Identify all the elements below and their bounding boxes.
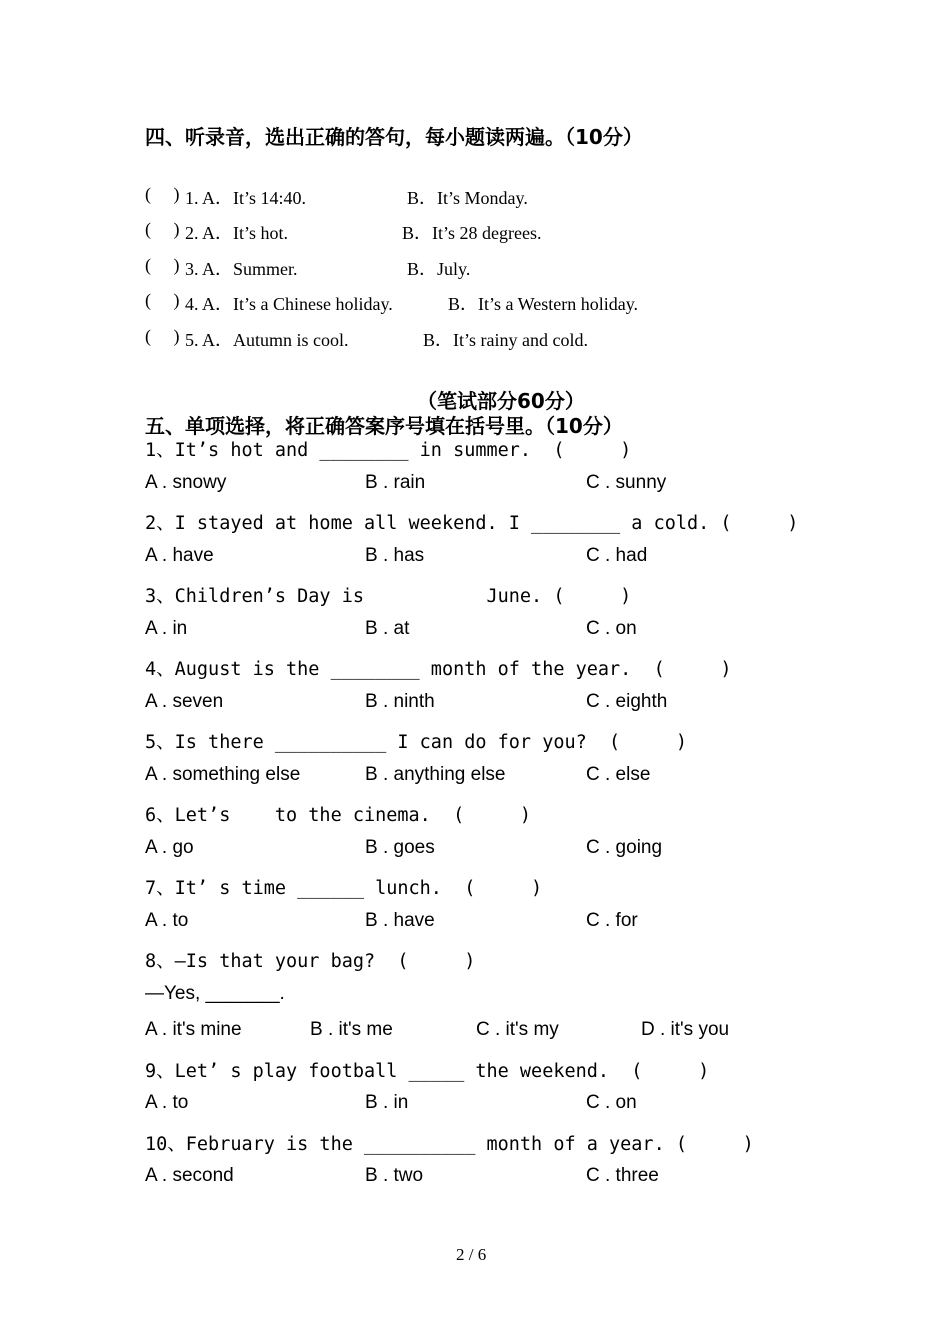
question-3-option-b: B . at — [365, 618, 410, 639]
question-8-option-a: A . it's mine — [145, 1019, 242, 1040]
question-7: 7、It’ s time ______ lunch. ( ) — [145, 878, 543, 899]
question-6: 6、Let’s to the cinema. ( ) — [145, 805, 532, 826]
listen-item-4-option-b: B．It’s a Western holiday. — [448, 294, 639, 314]
written-part-title: （笔试部分60分） — [417, 389, 585, 413]
listen-item-1-option-a: 1. A．It’s 14:40. — [185, 188, 307, 208]
page-number: 2 / 6 — [456, 1245, 487, 1264]
question-4-option-b: B . ninth — [365, 691, 435, 712]
listen-item-3-paren: ( ) — [145, 255, 180, 275]
question-9-option-b: B . in — [365, 1092, 409, 1113]
question-7-option-b: B . have — [365, 910, 435, 931]
question-3-option-c: C . on — [586, 618, 637, 639]
question-7-option-c: C . for — [586, 910, 638, 931]
question-5-option-c: C . else — [586, 764, 651, 785]
question-10: 10、February is the __________ month of a year. ( ) — [145, 1134, 754, 1155]
question-9: 9、Let’ s play football _____ the weekend. ( ) — [145, 1061, 710, 1082]
question-6-option-b: B . goes — [365, 837, 435, 858]
question-6-option-c: C . going — [586, 837, 663, 858]
question-10-option-b: B . two — [365, 1165, 424, 1186]
section4-heading: 四、听录音，选出正确的答句，每小题读两遍。（10分） — [145, 125, 643, 149]
question-8-option-b: B . it's me — [310, 1019, 393, 1040]
question-7-option-a: A . to — [145, 910, 189, 931]
question-4: 4、August is the ________ month of the year. ( ) — [145, 659, 732, 680]
listen-item-4-paren: ( ) — [145, 290, 180, 310]
question-8: 8、—Is that your bag? ( ) — [145, 951, 476, 972]
listen-item-2-option-b: B．It’s 28 degrees. — [402, 223, 542, 243]
listen-item-5-option-a: 5. A．Autumn is cool. — [185, 330, 349, 350]
question-3: 3、Children’s Day is June. ( ) — [145, 586, 632, 607]
question-4-option-c: C . eighth — [586, 691, 668, 712]
question-3-option-a: A . in — [145, 618, 188, 639]
question-8-option-c: C . it's my — [476, 1019, 559, 1040]
listen-item-2-paren: ( ) — [145, 219, 180, 239]
listen-item-4-option-a: 4. A．It’s a Chinese holiday. — [185, 294, 393, 314]
question-1: 1、It’s hot and ________ in summer. ( ) — [145, 440, 632, 461]
listen-item-1-paren: ( ) — [145, 184, 180, 204]
question-4-option-a: A . seven — [145, 691, 224, 712]
section5-heading: 五、单项选择，将正确答案序号填在括号里。（10分） — [145, 414, 623, 438]
question-5-option-b: B . anything else — [365, 764, 506, 785]
listen-item-5-paren: ( ) — [145, 326, 180, 346]
question-1-option-a: A . snowy — [145, 472, 227, 493]
question-9-option-a: A . to — [145, 1092, 189, 1113]
question-2-option-a: A . have — [145, 545, 214, 566]
question-8-option-d: D . it's you — [641, 1019, 730, 1040]
question-2-option-b: B . has — [365, 545, 425, 566]
question-5-option-a: A . something else — [145, 764, 301, 785]
listen-item-3-option-b: B．July. — [407, 259, 471, 279]
question-10-option-a: A . second — [145, 1165, 234, 1186]
listen-item-2-option-a: 2. A．It’s hot. — [185, 223, 289, 243]
question-1-option-c: C . sunny — [586, 472, 667, 493]
question-2-option-c: C . had — [586, 545, 648, 566]
question-1-option-b: B . rain — [365, 472, 426, 493]
question-2: 2、I stayed at home all weekend. I ________ a cold. ( ) — [145, 513, 799, 534]
question-9-option-c: C . on — [586, 1092, 637, 1113]
question-10-option-c: C . three — [586, 1165, 659, 1186]
question-8-answer-line: —Yes, _______. — [145, 983, 285, 1004]
listen-item-3-option-a: 3. A．Summer. — [185, 259, 298, 279]
question-6-option-a: A . go — [145, 837, 194, 858]
listen-item-1-option-b: B．It’s Monday. — [407, 188, 528, 208]
question-5: 5、Is there __________ I can do for you? ( ) — [145, 732, 687, 753]
listen-item-5-option-b: B．It’s rainy and cold. — [423, 330, 588, 350]
